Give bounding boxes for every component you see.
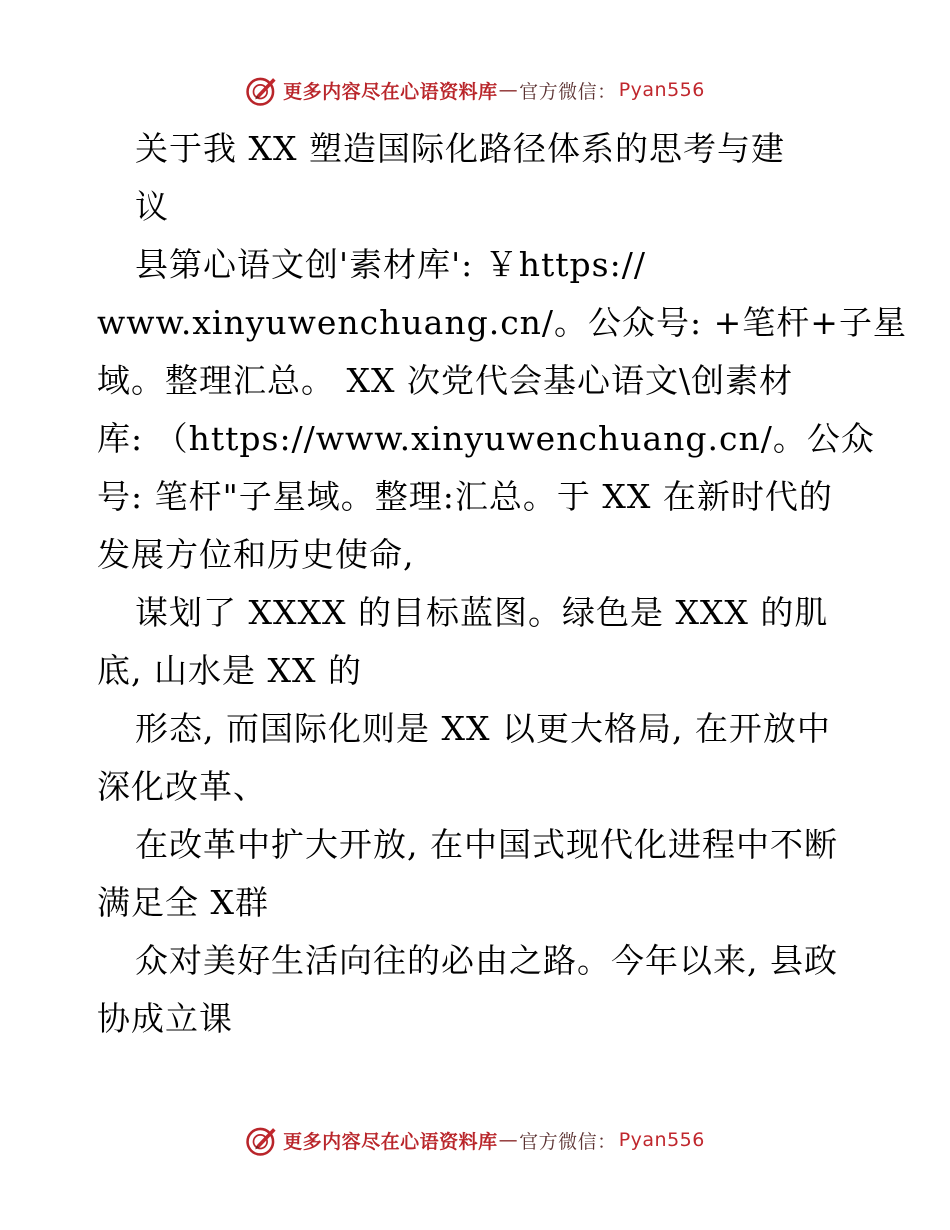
paragraph-line: www.xinyuwenchuang.cn/。公众号: +笔杆+子星	[97, 303, 907, 342]
brand-name: 更多内容尽在心语资料库	[283, 1130, 498, 1153]
paragraph-line: 发展方位和历史使命,	[97, 535, 415, 574]
paragraph-line: 底, 山水是 XX 的	[97, 651, 362, 690]
paragraph-line: 谋划了 XXXX 的目标蓝图。绿色是 XXX 的肌	[135, 593, 829, 632]
paragraph-line: 形态, 而国际化则是 XX 以更大格局, 在开放中	[135, 709, 831, 748]
paragraph-line: 协成立课	[97, 999, 233, 1038]
paragraph-line: 号: 笔杆"子星域。整理:汇总。于 XX 在新时代的	[97, 477, 833, 516]
document-body	[97, 120, 907, 1048]
banner-text	[283, 77, 705, 104]
paragraph-line: 域。整理汇总。 XX 次党代会基心语文\创素材	[97, 361, 794, 400]
document-title-line-1: 关于我 XX 塑造国际化路径体系的思考与建	[135, 129, 785, 168]
wechat-id: Pyan556	[618, 1129, 705, 1151]
document-title-line-2: 议	[135, 187, 169, 226]
paragraph-line: 深化改革、	[97, 767, 267, 806]
paragraph-line: 库: （https://www.xinyuwenchuang.cn/。公众	[97, 419, 875, 458]
brand-logo-icon	[245, 1123, 279, 1157]
wechat-id: Pyan556	[618, 79, 705, 101]
banner-dash: —	[498, 79, 519, 101]
brand-logo-icon	[245, 73, 279, 107]
wechat-label: 官方微信：	[519, 80, 617, 103]
header-banner	[0, 70, 950, 110]
banner-text	[283, 1127, 705, 1154]
paragraph-line: 县第心语文创'素材库': ￥https://	[135, 245, 646, 284]
brand-name: 更多内容尽在心语资料库	[283, 80, 498, 103]
footer-banner	[0, 1120, 950, 1160]
wechat-label: 官方微信：	[519, 1130, 617, 1153]
paragraph-line: 满足全 X群	[97, 883, 269, 922]
banner-dash: —	[498, 1129, 519, 1151]
paragraph-line: 在改革中扩大开放, 在中国式现代化进程中不断	[135, 825, 838, 864]
paragraph-line: 众对美好生活向往的必由之路。今年以来, 县政	[135, 941, 838, 980]
